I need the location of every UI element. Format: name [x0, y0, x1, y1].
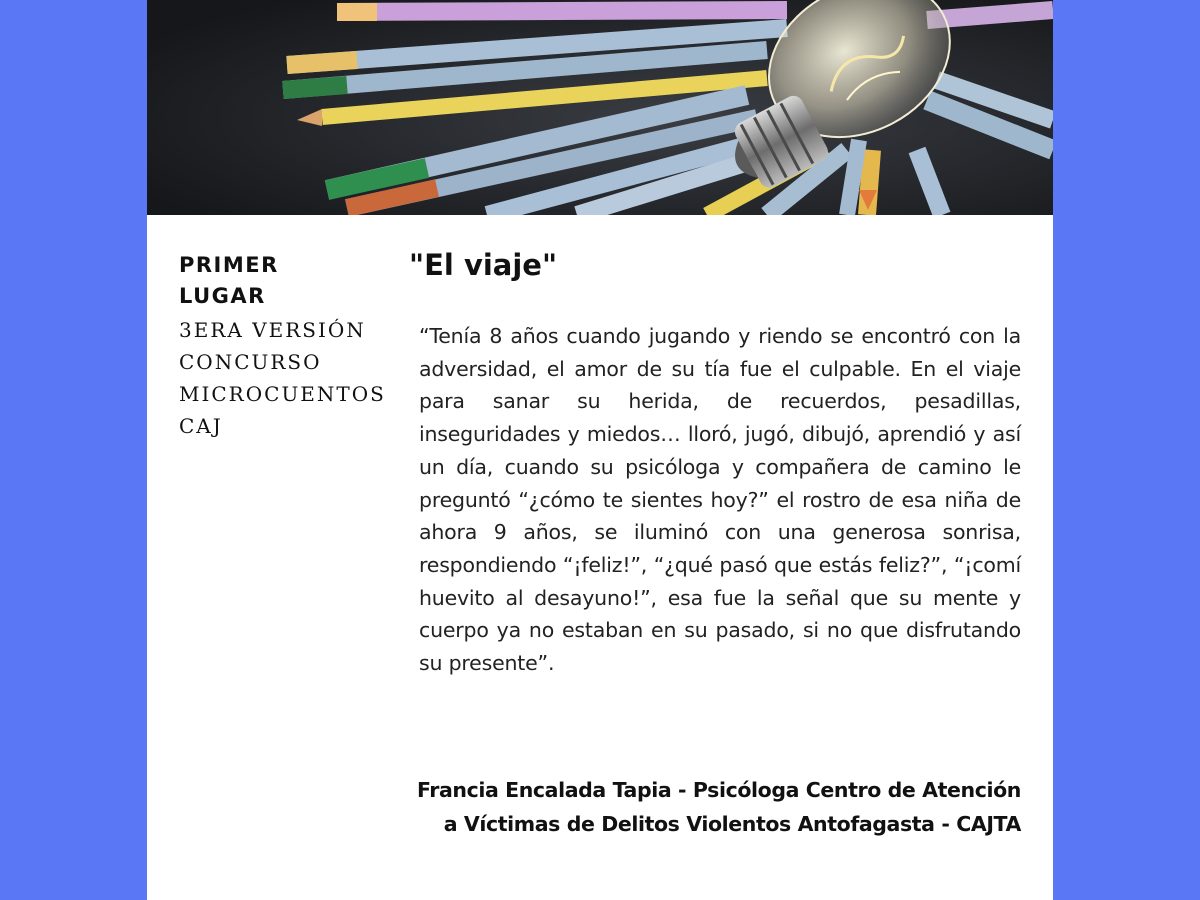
edition-line: MICROCUENTOS [179, 382, 386, 406]
award-info [179, 250, 389, 442]
author-line-1: Francia Encalada Tapia - Psicóloga Centro de Atención [416, 778, 1021, 802]
author-credit [341, 773, 1021, 841]
author-line-2: a Víctimas de Delitos Violentos Antofagasta - CAJTA [443, 812, 1021, 836]
hero-image [147, 0, 1053, 215]
place-line-2: LUGAR [179, 284, 266, 308]
place-heading [179, 250, 389, 312]
edition-line: CAJ [179, 414, 223, 438]
place-line-1: PRIMER [179, 253, 279, 277]
content-card [147, 0, 1053, 900]
story-body: “Tenía 8 años cuando jugando y riendo se encontró con la adversidad, el amor de su tía fue el culpable. En el viaje para sanar su herida, de recuerdos, pesadillas, inseguridades y miedos… lloró, jugó, dibujó, aprendió y así un día, cuando su psicóloga y compañera de camino le preguntó “¿cómo te sientes hoy?” el rostro de esa niña de ahora 9 años, se iluminó con una generosa sonrisa, respondiendo “¡feliz!”, “¿qué pasó que estás feliz?”, “¡comí huevito al desayuno!”, esa fue la señal que su mente y cuerpo ya no estaban en su pasado, si no que disfrutando su presente”. [419, 324, 1021, 676]
contest-edition [179, 314, 389, 442]
edition-line: 3ERA VERSIÓN [179, 318, 366, 342]
edition-line: CONCURSO [179, 350, 322, 374]
story-title: "El viaje" [409, 248, 558, 282]
